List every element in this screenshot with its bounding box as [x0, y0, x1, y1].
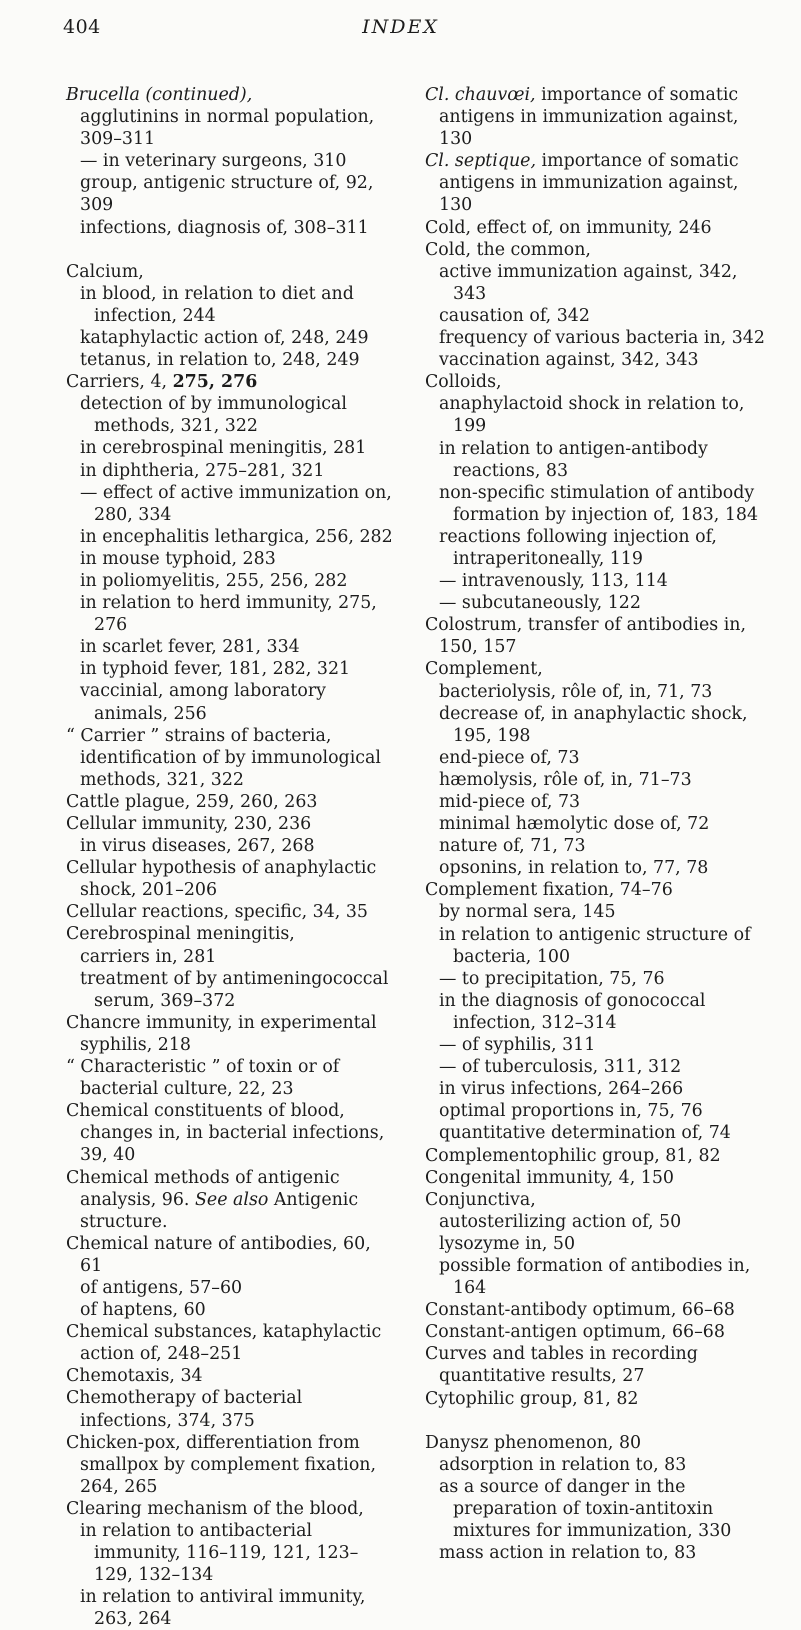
page-header	[0, 14, 801, 42]
index-subentry: as a source of danger in the preparation of toxin-antitoxin mixtures for immunization, 330	[439, 1476, 732, 1541]
index-subentry: quantitative determination of, 74	[439, 1123, 731, 1144]
index-entry: Constant-antigen optimum, 66–68	[425, 1322, 725, 1343]
index-subentry: vaccination against, 342, 343	[439, 350, 699, 371]
index-entry: Colostrum, transfer of antibodies in, 150, 157	[425, 615, 747, 658]
index-entry: Chemical constituents of blood, changes in, in bacterial infections, 39, 40	[66, 1101, 385, 1166]
index-subentry: in typhoid fever, 181, 282, 321	[80, 659, 351, 680]
running-head: INDEX	[362, 16, 439, 38]
index-subentry: in virus diseases, 267, 268	[80, 836, 315, 857]
index-entry: Conjunctiva,	[425, 1189, 536, 1210]
index-subentry: in cerebrospinal meningitis, 281	[80, 438, 367, 459]
index-subentry: in relation to antigenic structure of bacteria, 100	[439, 924, 751, 967]
index-subentry: in relation to antiviral immunity, 263, 264	[80, 1587, 366, 1630]
index-entry: Chancre immunity, in experimental syphilis, 218	[66, 1012, 377, 1055]
index-entry: Constant-antibody optimum, 66–68	[425, 1300, 735, 1321]
index-subentry: reactions following injection of, intraperitoneally, 119	[439, 526, 717, 569]
index-entry: Danysz phenomenon, 80	[425, 1432, 642, 1453]
index-entry: Complement,	[425, 659, 543, 680]
index-subentry: possible formation of antibodies in, 164	[439, 1255, 751, 1299]
index-subentry: carriers in, 281	[80, 946, 217, 967]
index-subentry: anaphylactoid shock in relation to, 199	[439, 394, 745, 437]
index-subentry: — in veterinary surgeons, 310	[80, 151, 347, 172]
index-subentry: — to precipitation, 75, 76	[439, 968, 665, 989]
index-entry: Chemical nature of antibodies, 60, 61	[66, 1233, 371, 1276]
index-subentry: — effect of active immunization on, 280, 334	[80, 482, 392, 525]
index-entry: Cl. chauvœi, importance of somatic antigens in immunization against, 130	[425, 85, 739, 150]
index-entry: Calcium,	[66, 261, 144, 282]
index-subentry: active immunization against, 342, 343	[439, 261, 738, 304]
index-entry: Complement fixation, 74–76	[425, 880, 673, 901]
index-subentry: mass action in relation to, 83	[439, 1543, 697, 1564]
index-subentry: decrease of, in anaphylactic shock, 195, 198	[439, 703, 748, 746]
index-entry: Cytophilic group, 81, 82	[425, 1388, 639, 1409]
index-entry: Chemical substances, kataphylactic action of, 248–251	[66, 1322, 382, 1365]
index-subentry: of antigens, 57–60	[80, 1277, 243, 1298]
index-subentry: agglutinins in normal population, 309–311	[80, 107, 375, 150]
index-column-left	[66, 84, 396, 1630]
index-subentry: lysozyme in, 50	[439, 1233, 576, 1254]
index-subentry: — of tuberculosis, 311, 312	[439, 1057, 682, 1078]
index-entry: Cattle plague, 259, 260, 263	[66, 791, 318, 812]
index-subentry: of haptens, 60	[80, 1300, 206, 1321]
index-subentry: group, antigenic structure of, 92, 309	[80, 173, 374, 216]
index-subentry: treatment of by antimeningococcal serum, 369–372	[80, 968, 389, 1011]
index-subentry: detection of by immunological methods, 321, 322	[80, 394, 347, 437]
index-subentry: — subcutaneously, 122	[439, 593, 641, 614]
index-subentry: opsonins, in relation to, 77, 78	[439, 858, 709, 879]
index-entry: Brucella (continued),	[66, 85, 253, 105]
index-subentry: autosterilizing action of, 50	[439, 1211, 682, 1232]
index-subentry: bacteriolysis, rôle of, in, 71, 73	[439, 681, 713, 702]
index-entry: Cellular immunity, 230, 236	[66, 814, 312, 834]
index-entry: Chicken-pox, differentiation from smallpox by complement fixation, 264, 265	[66, 1432, 377, 1497]
index-subentry: causation of, 342	[439, 305, 590, 326]
index-subentry: mid-piece of, 73	[439, 792, 581, 812]
index-entry: Complementophilic group, 81, 82	[425, 1145, 721, 1166]
index-entry: Clearing mechanism of the blood,	[66, 1498, 364, 1519]
index-entry: Cellular hypothesis of anaphylactic shock, 201–206	[66, 858, 377, 901]
index-subentry: in blood, in relation to diet and infection, 244	[80, 283, 354, 326]
index-entry: Cold, effect of, on immunity, 246	[425, 217, 712, 238]
index-subentry: in scarlet fever, 281, 334	[80, 637, 300, 658]
index-subentry: infections, diagnosis of, 308–311	[80, 217, 369, 238]
index-subentry: kataphylactic action of, 248, 249	[80, 327, 369, 348]
index-subentry: adsorption in relation to, 83	[439, 1454, 687, 1475]
index-subentry: in encephalitis lethargica, 256, 282	[80, 526, 393, 547]
index-subentry: in relation to antigen-antibody reactions, 83	[439, 438, 708, 481]
index-entry: Chemical methods of antigenic analysis, 96. See also Antigenic structure.	[66, 1167, 359, 1232]
index-subentry: vaccinial, among laboratory animals, 256	[80, 681, 326, 724]
index-entry: Cerebrospinal meningitis,	[66, 924, 295, 945]
index-subentry: non-specific stimulation of antibody formation by injection of, 183, 184	[439, 482, 759, 525]
index-entry: Curves and tables in recording quantitative results, 27	[425, 1344, 698, 1387]
index-subentry: — intravenously, 113, 114	[439, 571, 668, 592]
index-subentry: optimal proportions in, 75, 76	[439, 1101, 703, 1122]
index-subentry: in mouse typhoid, 283	[80, 548, 276, 569]
index-subentry: in diphtheria, 275–281, 321	[80, 460, 325, 481]
index-subentry: end-piece of, 73	[439, 747, 580, 768]
index-entry: “ Carrier ” strains of bacteria, identification of by immunological methods, 321, 322	[66, 725, 381, 790]
index-entry: Cellular reactions, specific, 34, 35	[66, 902, 368, 923]
index-entry: “ Characteristic ” of toxin or of bacterial culture, 22, 23	[66, 1057, 340, 1100]
index-entry: Carriers, 4, 275, 276	[66, 372, 258, 393]
index-subentry: by normal sera, 145	[439, 902, 616, 923]
index-subentry: in relation to herd immunity, 275, 276	[80, 593, 377, 636]
index-entry: Chemotherapy of bacterial infections, 374, 375	[66, 1388, 303, 1431]
index-column-right	[425, 84, 765, 1564]
index-subentry: frequency of various bacteria in, 342	[439, 328, 765, 349]
index-subentry: nature of, 71, 73	[439, 836, 586, 857]
page-number: 404	[63, 16, 101, 38]
index-subentry: minimal hæmolytic dose of, 72	[439, 814, 710, 835]
index-entry: Colloids,	[425, 372, 502, 393]
index-entry: Congenital immunity, 4, 150	[425, 1167, 674, 1188]
index-entry: Cold, the common,	[425, 239, 591, 260]
index-entry: Cl. septique, importance of somatic antigens in immunization against, 130	[425, 151, 739, 216]
index-subentry: in the diagnosis of gonococcal infection, 312–314	[439, 990, 706, 1033]
index-subentry: tetanus, in relation to, 248, 249	[80, 350, 360, 371]
index-subentry: in poliomyelitis, 255, 256, 282	[80, 570, 348, 591]
index-subentry: hæmolysis, rôle of, in, 71–73	[439, 769, 692, 790]
index-subentry: in relation to antibacterial immunity, 116–119, 121, 123–129, 132–134	[80, 1521, 359, 1586]
index-subentry: — of syphilis, 311	[439, 1035, 596, 1056]
index-entry: Chemotaxis, 34	[66, 1366, 203, 1387]
index-subentry: in virus infections, 264–266	[439, 1079, 684, 1100]
